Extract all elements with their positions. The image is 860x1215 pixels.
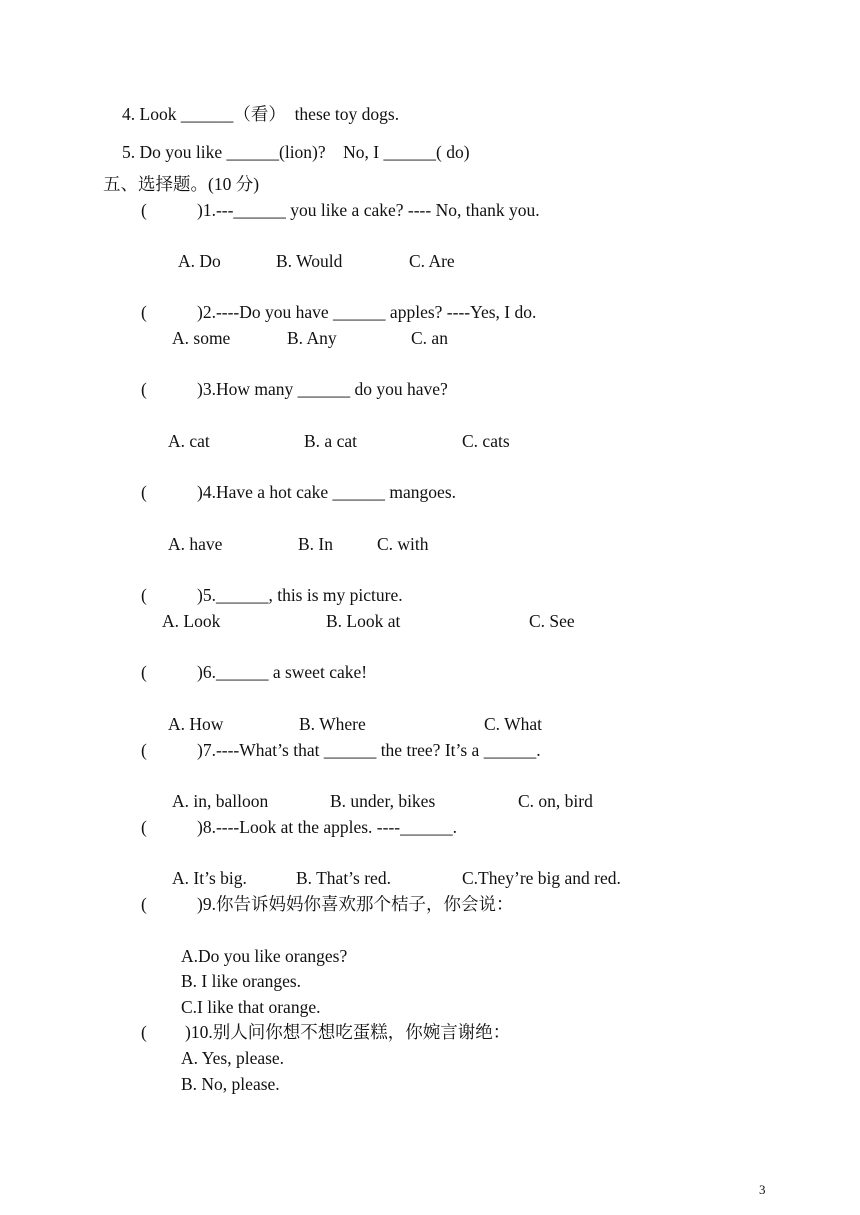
- fill-in-question-4: 4. Look ______（看） these toy dogs.: [122, 104, 400, 124]
- fill-in-question-5: 5. Do you like ______(lion)? No, I ______( do): [122, 142, 470, 162]
- option-9c: C.I like that orange.: [181, 997, 321, 1017]
- answer-paren: (: [141, 200, 147, 220]
- option-3a: A. cat: [168, 431, 210, 451]
- option-4b: B. In: [298, 534, 333, 554]
- section-heading: 五、选择题。(10 分): [103, 174, 260, 194]
- option-2a: A. some: [172, 328, 231, 348]
- option-9b: B. I like oranges.: [181, 971, 302, 991]
- option-5b: B. Look at: [326, 611, 401, 631]
- option-4c: C. with: [377, 534, 429, 554]
- option-1b: B. Would: [276, 251, 343, 271]
- option-7a: A. in, balloon: [172, 791, 269, 811]
- question-stem-10: )10.别人问你想不想吃蛋糕，你婉言谢绝：: [185, 1022, 511, 1042]
- option-6b: B. Where: [299, 714, 366, 734]
- option-6a: A. How: [168, 714, 224, 734]
- answer-paren: (: [141, 482, 147, 502]
- option-8b: B. That’s red.: [296, 868, 391, 888]
- option-1c: C. Are: [409, 251, 455, 271]
- answer-paren: (: [141, 894, 147, 914]
- question-stem-2: )2.----Do you have ______ apples? ----Yes, I do.: [197, 302, 537, 322]
- option-8c: C.They’re big and red.: [462, 868, 621, 888]
- option-7c: C. on, bird: [518, 791, 593, 811]
- option-9a: A.Do you like oranges?: [181, 946, 348, 966]
- option-7b: B. under, bikes: [330, 791, 436, 811]
- answer-paren: (: [141, 740, 147, 760]
- answer-paren: (: [141, 662, 147, 682]
- question-stem-1: )1.---______ you like a cake? ---- No, thank you.: [197, 200, 540, 220]
- answer-paren: (: [141, 585, 147, 605]
- question-stem-3: )3.How many ______ do you have?: [197, 379, 448, 399]
- question-stem-6: )6.______ a sweet cake!: [197, 662, 368, 682]
- question-stem-5: )5.______, this is my picture.: [197, 585, 403, 605]
- option-8a: A. It’s big.: [172, 868, 247, 888]
- answer-paren: (: [141, 817, 147, 837]
- question-stem-8: )8.----Look at the apples. ----______.: [197, 817, 457, 837]
- option-5c: C. See: [529, 611, 575, 631]
- option-2b: B. Any: [287, 328, 337, 348]
- answer-paren: (: [141, 302, 147, 322]
- question-stem-9: )9.你告诉妈妈你喜欢那个桔子，你会说：: [197, 894, 514, 914]
- answer-paren: (: [141, 1022, 147, 1042]
- answer-paren: (: [141, 379, 147, 399]
- option-3c: C. cats: [462, 431, 510, 451]
- option-6c: C. What: [484, 714, 543, 734]
- question-stem-4: )4.Have a hot cake ______ mangoes.: [197, 482, 457, 502]
- question-stem-7: )7.----What’s that ______ the tree? It’s a ______.: [197, 740, 541, 760]
- option-2c: C. an: [411, 328, 448, 348]
- option-4a: A. have: [168, 534, 223, 554]
- option-1a: A. Do: [178, 251, 221, 271]
- option-3b: B. a cat: [304, 431, 357, 451]
- option-10b: B. No, please.: [181, 1074, 280, 1094]
- option-10a: A. Yes, please.: [181, 1048, 285, 1068]
- option-5a: A. Look: [162, 611, 221, 631]
- page-number: 3: [759, 1182, 766, 1197]
